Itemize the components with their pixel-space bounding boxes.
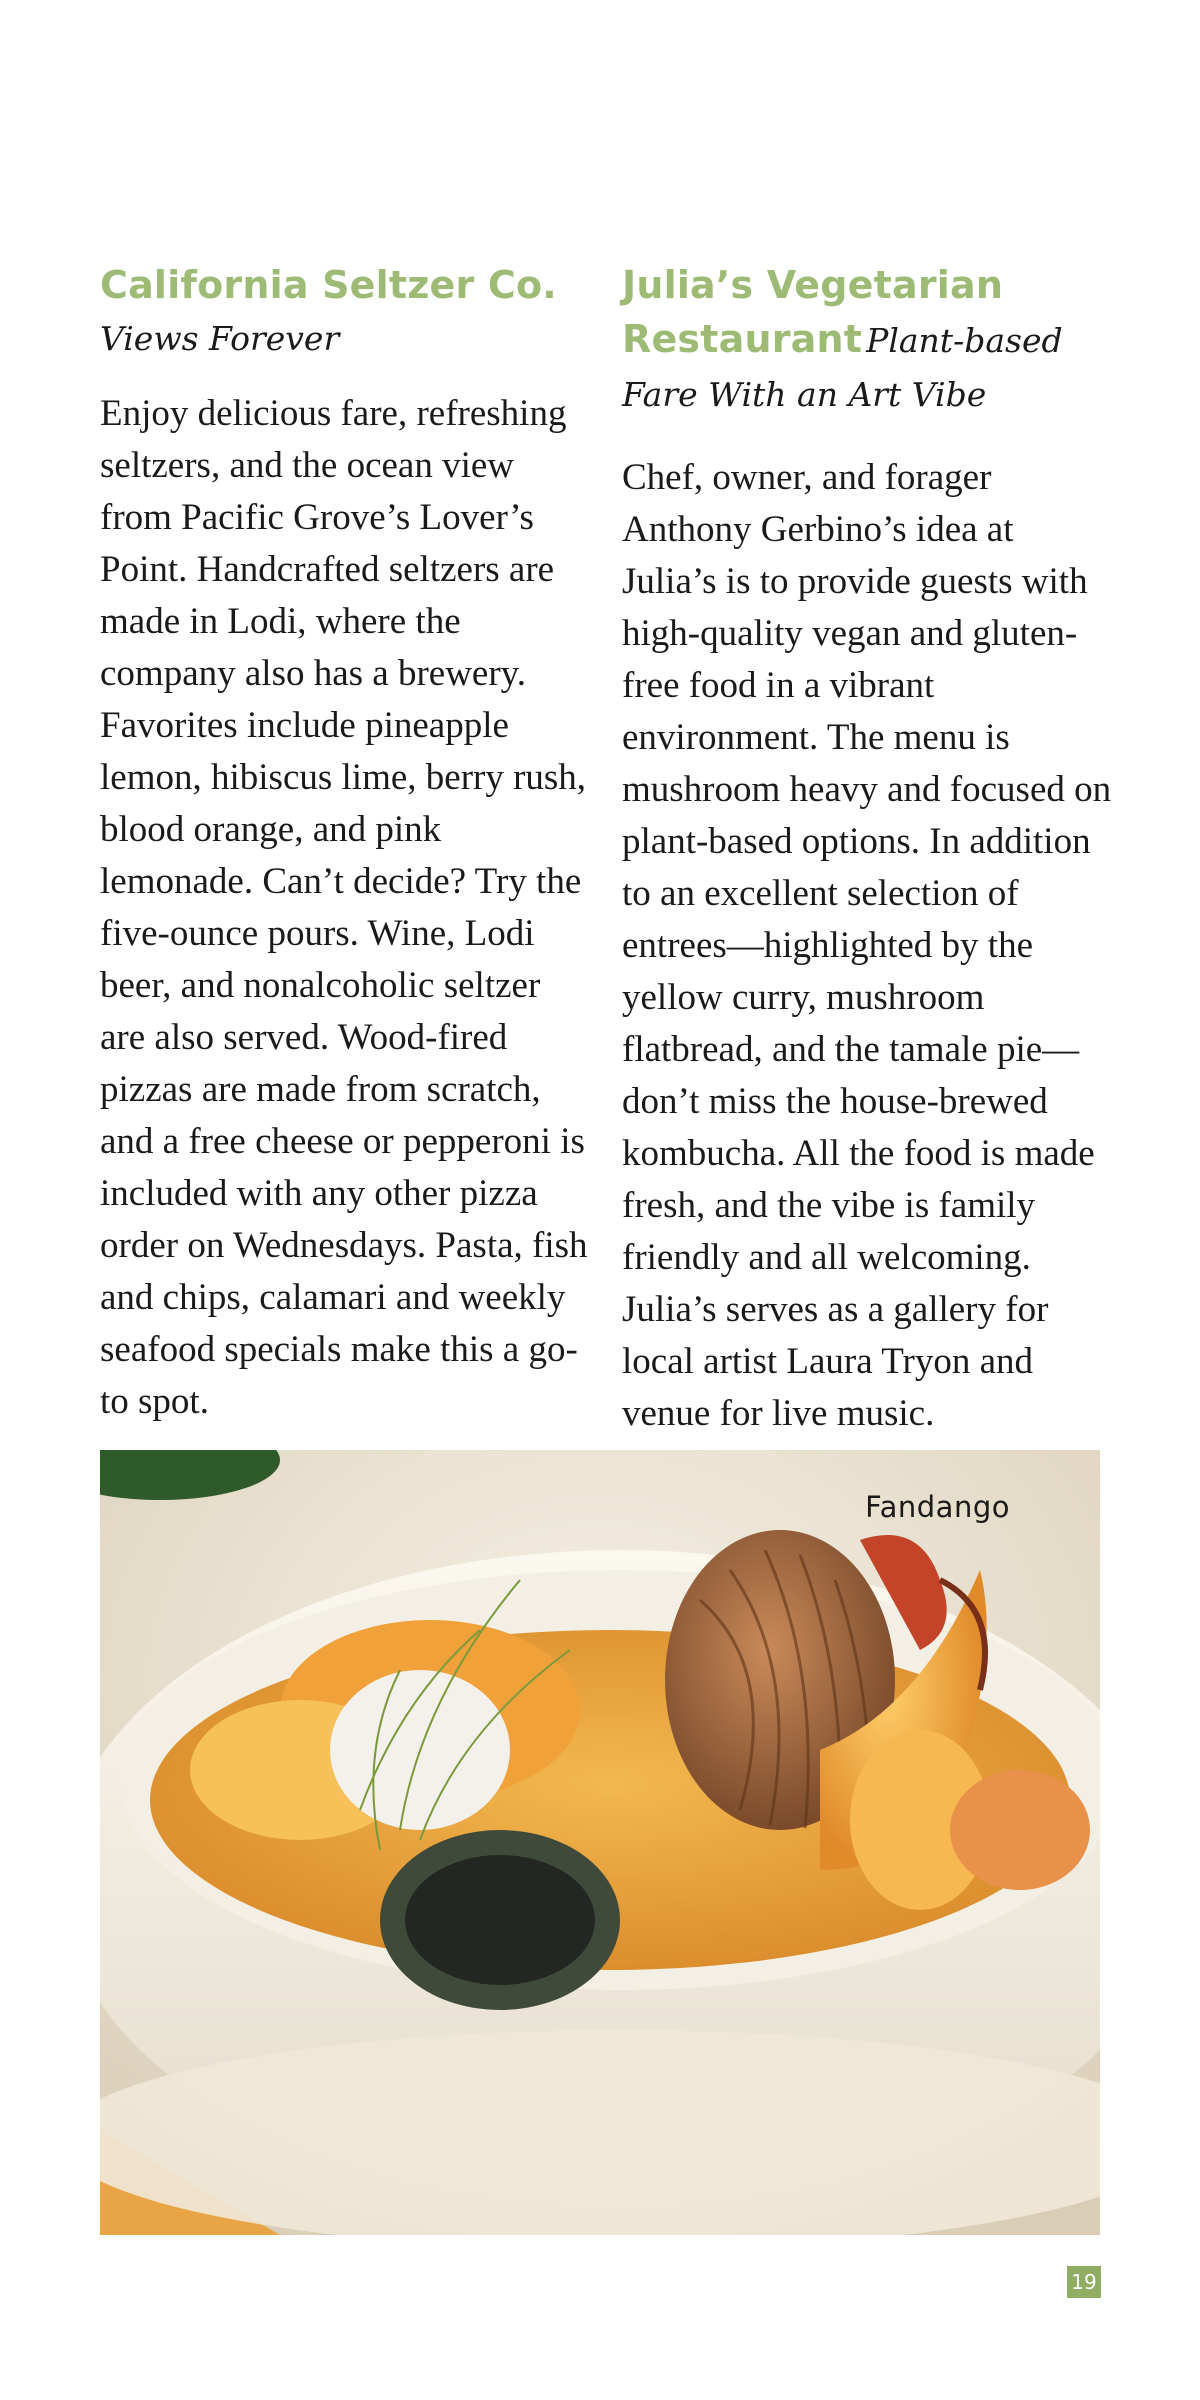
page-number: 19 (1067, 2266, 1101, 2298)
seafood-stew-photo (100, 1450, 1100, 2235)
venue-tagline: Views Forever (100, 319, 340, 358)
left-article (100, 258, 590, 1428)
venue-name-california-seltzer: California Seltzer Co. (100, 263, 557, 307)
right-article (622, 258, 1112, 1440)
article-body: Chef, owner, and forager Anthony Gerbino’s idea at Julia’s is to provide guests with high-quality vegan and gluten-free food in a vibrant environment. The menu is mushroom heavy and focused on plant-based options. In addition to an excellent selection of entrees—highlighted by the yellow curry, mushroom flatbread, and the tamale pie—don’t miss the house-brewed kombucha. All the food is made fresh, and the vibe is family friendly and all welcoming. Julia’s serves as a gallery for local artist Laura Tryon and venue for live music. (622, 457, 1112, 1434)
venue-name-julias: Julia’s Vegetarian Restaurant (622, 263, 1004, 361)
article-body: Enjoy delicious fare, refreshing seltzers, and the ocean view from Pacific Grove’s Lover’s Point. Handcrafted seltzers are made in Lodi, where the company also has a brewery. Favorites include pineapple lemon, hibiscus lime, berry rush, blood orange, and pink lemonade. Can’t decide? Try the five-ounce pours. Wine, Lodi beer, and nonalcoholic seltzer are also served. Wood-fired pizzas are made from scratch, and a free cheese or pepperoni is included with any other pizza order on Wednesdays. Pasta, fish and chips, calamari and weekly seafood specials make this a go-to spot. (100, 393, 588, 1422)
venue-heading (622, 258, 1112, 422)
photo-caption: Fandango (865, 1490, 1010, 1524)
venue-tagline: Plant-based Fare With an Art Vibe (622, 321, 1063, 414)
seafood-bowl-illustration (100, 1450, 1100, 2235)
